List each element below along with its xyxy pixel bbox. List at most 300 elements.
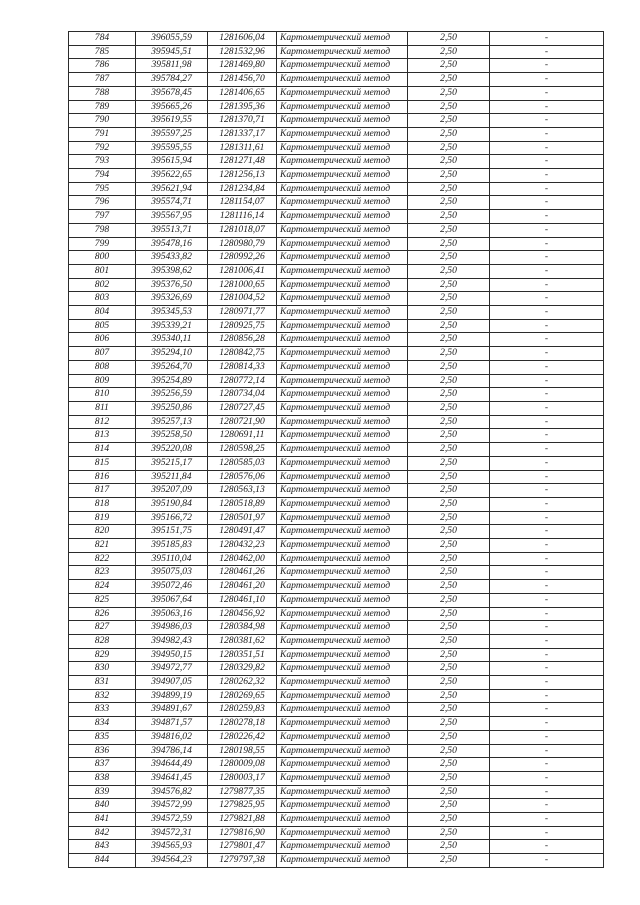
description-cell: - bbox=[490, 292, 604, 306]
table-row bbox=[69, 758, 604, 772]
accuracy-cell: 2,50 bbox=[408, 634, 490, 648]
description-cell: - bbox=[490, 306, 604, 320]
method-cell: Картометрический метод bbox=[277, 607, 408, 621]
y-coordinate-cell: 1280691,11 bbox=[208, 429, 277, 443]
description-cell: - bbox=[490, 689, 604, 703]
point-number-cell: 842 bbox=[69, 826, 136, 840]
description-cell: - bbox=[490, 319, 604, 333]
x-coordinate-cell: 395254,89 bbox=[136, 374, 208, 388]
description-cell: - bbox=[490, 771, 604, 785]
description-cell: - bbox=[490, 662, 604, 676]
y-coordinate-cell: 1281337,17 bbox=[208, 127, 277, 141]
table-row bbox=[69, 580, 604, 594]
accuracy-cell: 2,50 bbox=[408, 539, 490, 553]
x-coordinate-cell: 395166,72 bbox=[136, 511, 208, 525]
x-coordinate-cell: 396055,59 bbox=[136, 32, 208, 46]
method-cell: Картометрический метод bbox=[277, 689, 408, 703]
table-row bbox=[69, 127, 604, 141]
description-cell: - bbox=[490, 73, 604, 87]
y-coordinate-cell: 1280226,42 bbox=[208, 730, 277, 744]
table-row bbox=[69, 429, 604, 443]
accuracy-cell: 2,50 bbox=[408, 360, 490, 374]
method-cell: Картометрический метод bbox=[277, 347, 408, 361]
y-coordinate-cell: 1280971,77 bbox=[208, 306, 277, 320]
table-row bbox=[69, 593, 604, 607]
table-row bbox=[69, 401, 604, 415]
x-coordinate-cell: 394644,49 bbox=[136, 758, 208, 772]
y-coordinate-cell: 1280329,82 bbox=[208, 662, 277, 676]
description-cell: - bbox=[490, 388, 604, 402]
method-cell: Картометрический метод bbox=[277, 470, 408, 484]
method-cell: Картометрический метод bbox=[277, 744, 408, 758]
method-cell: Картометрический метод bbox=[277, 73, 408, 87]
method-cell: Картометрический метод bbox=[277, 634, 408, 648]
table-row bbox=[69, 45, 604, 59]
y-coordinate-cell: 1280576,06 bbox=[208, 470, 277, 484]
x-coordinate-cell: 394907,05 bbox=[136, 676, 208, 690]
table-row bbox=[69, 169, 604, 183]
description-cell: - bbox=[490, 854, 604, 868]
y-coordinate-cell: 1280563,13 bbox=[208, 484, 277, 498]
description-cell: - bbox=[490, 799, 604, 813]
x-coordinate-cell: 395110,04 bbox=[136, 552, 208, 566]
table-row bbox=[69, 114, 604, 128]
method-cell: Картометрический метод bbox=[277, 388, 408, 402]
point-number-cell: 837 bbox=[69, 758, 136, 772]
method-cell: Картометрический метод bbox=[277, 593, 408, 607]
accuracy-cell: 2,50 bbox=[408, 347, 490, 361]
table-row bbox=[69, 621, 604, 635]
accuracy-cell: 2,50 bbox=[408, 100, 490, 114]
table-row bbox=[69, 264, 604, 278]
point-number-cell: 838 bbox=[69, 771, 136, 785]
table-row bbox=[69, 634, 604, 648]
method-cell: Картометрический метод bbox=[277, 443, 408, 457]
method-cell: Картометрический метод bbox=[277, 511, 408, 525]
y-coordinate-cell: 1280461,26 bbox=[208, 566, 277, 580]
y-coordinate-cell: 1280462,00 bbox=[208, 552, 277, 566]
x-coordinate-cell: 394972,77 bbox=[136, 662, 208, 676]
table-row bbox=[69, 854, 604, 868]
y-coordinate-cell: 1279877,35 bbox=[208, 785, 277, 799]
accuracy-cell: 2,50 bbox=[408, 580, 490, 594]
table-row bbox=[69, 607, 604, 621]
y-coordinate-cell: 1280727,45 bbox=[208, 401, 277, 415]
method-cell: Картометрический метод bbox=[277, 100, 408, 114]
method-cell: Картометрический метод bbox=[277, 456, 408, 470]
point-number-cell: 792 bbox=[69, 141, 136, 155]
point-number-cell: 799 bbox=[69, 237, 136, 251]
x-coordinate-cell: 395075,03 bbox=[136, 566, 208, 580]
table-row bbox=[69, 388, 604, 402]
y-coordinate-cell: 1280721,90 bbox=[208, 415, 277, 429]
x-coordinate-cell: 395597,25 bbox=[136, 127, 208, 141]
accuracy-cell: 2,50 bbox=[408, 278, 490, 292]
method-cell: Картометрический метод bbox=[277, 251, 408, 265]
method-cell: Картометрический метод bbox=[277, 799, 408, 813]
description-cell: - bbox=[490, 744, 604, 758]
description-cell: - bbox=[490, 196, 604, 210]
x-coordinate-cell: 395615,94 bbox=[136, 155, 208, 169]
point-number-cell: 785 bbox=[69, 45, 136, 59]
description-cell: - bbox=[490, 580, 604, 594]
description-cell: - bbox=[490, 223, 604, 237]
method-cell: Картометрический метод bbox=[277, 169, 408, 183]
y-coordinate-cell: 1281370,71 bbox=[208, 114, 277, 128]
x-coordinate-cell: 394891,67 bbox=[136, 703, 208, 717]
accuracy-cell: 2,50 bbox=[408, 237, 490, 251]
y-coordinate-cell: 1279801,47 bbox=[208, 840, 277, 854]
x-coordinate-cell: 395619,55 bbox=[136, 114, 208, 128]
description-cell: - bbox=[490, 251, 604, 265]
x-coordinate-cell: 395207,09 bbox=[136, 484, 208, 498]
x-coordinate-cell: 395345,53 bbox=[136, 306, 208, 320]
accuracy-cell: 2,50 bbox=[408, 593, 490, 607]
description-cell: - bbox=[490, 141, 604, 155]
table-row bbox=[69, 676, 604, 690]
method-cell: Картометрический метод bbox=[277, 758, 408, 772]
accuracy-cell: 2,50 bbox=[408, 333, 490, 347]
accuracy-cell: 2,50 bbox=[408, 251, 490, 265]
y-coordinate-cell: 1280351,51 bbox=[208, 648, 277, 662]
accuracy-cell: 2,50 bbox=[408, 388, 490, 402]
y-coordinate-cell: 1281006,41 bbox=[208, 264, 277, 278]
table-row bbox=[69, 497, 604, 511]
y-coordinate-cell: 1280003,17 bbox=[208, 771, 277, 785]
x-coordinate-cell: 394564,23 bbox=[136, 854, 208, 868]
x-coordinate-cell: 395340,11 bbox=[136, 333, 208, 347]
description-cell: - bbox=[490, 333, 604, 347]
table-row bbox=[69, 511, 604, 525]
description-cell: - bbox=[490, 730, 604, 744]
method-cell: Картометрический метод bbox=[277, 278, 408, 292]
point-number-cell: 808 bbox=[69, 360, 136, 374]
y-coordinate-cell: 1280925,75 bbox=[208, 319, 277, 333]
y-coordinate-cell: 1281234,84 bbox=[208, 182, 277, 196]
table-row bbox=[69, 59, 604, 73]
x-coordinate-cell: 395067,64 bbox=[136, 593, 208, 607]
table-row bbox=[69, 360, 604, 374]
x-coordinate-cell: 395151,75 bbox=[136, 525, 208, 539]
y-coordinate-cell: 1280262,32 bbox=[208, 676, 277, 690]
description-cell: - bbox=[490, 127, 604, 141]
y-coordinate-cell: 1280772,14 bbox=[208, 374, 277, 388]
description-cell: - bbox=[490, 813, 604, 827]
point-number-cell: 789 bbox=[69, 100, 136, 114]
x-coordinate-cell: 395339,21 bbox=[136, 319, 208, 333]
accuracy-cell: 2,50 bbox=[408, 689, 490, 703]
point-number-cell: 822 bbox=[69, 552, 136, 566]
accuracy-cell: 2,50 bbox=[408, 429, 490, 443]
point-number-cell: 826 bbox=[69, 607, 136, 621]
method-cell: Картометрический метод bbox=[277, 662, 408, 676]
point-number-cell: 828 bbox=[69, 634, 136, 648]
y-coordinate-cell: 1281000,65 bbox=[208, 278, 277, 292]
x-coordinate-cell: 395250,86 bbox=[136, 401, 208, 415]
method-cell: Картометрический метод bbox=[277, 566, 408, 580]
description-cell: - bbox=[490, 648, 604, 662]
description-cell: - bbox=[490, 621, 604, 635]
description-cell: - bbox=[490, 456, 604, 470]
point-number-cell: 809 bbox=[69, 374, 136, 388]
accuracy-cell: 2,50 bbox=[408, 223, 490, 237]
point-number-cell: 814 bbox=[69, 443, 136, 457]
point-number-cell: 841 bbox=[69, 813, 136, 827]
description-cell: - bbox=[490, 415, 604, 429]
x-coordinate-cell: 394950,15 bbox=[136, 648, 208, 662]
x-coordinate-cell: 395376,50 bbox=[136, 278, 208, 292]
accuracy-cell: 2,50 bbox=[408, 401, 490, 415]
accuracy-cell: 2,50 bbox=[408, 813, 490, 827]
method-cell: Картометрический метод bbox=[277, 45, 408, 59]
x-coordinate-cell: 394899,19 bbox=[136, 689, 208, 703]
point-number-cell: 813 bbox=[69, 429, 136, 443]
accuracy-cell: 2,50 bbox=[408, 566, 490, 580]
x-coordinate-cell: 395398,62 bbox=[136, 264, 208, 278]
accuracy-cell: 2,50 bbox=[408, 607, 490, 621]
y-coordinate-cell: 1279797,38 bbox=[208, 854, 277, 868]
point-number-cell: 797 bbox=[69, 210, 136, 224]
y-coordinate-cell: 1280259,83 bbox=[208, 703, 277, 717]
y-coordinate-cell: 1281004,52 bbox=[208, 292, 277, 306]
description-cell: - bbox=[490, 484, 604, 498]
point-number-cell: 815 bbox=[69, 456, 136, 470]
x-coordinate-cell: 394641,45 bbox=[136, 771, 208, 785]
x-coordinate-cell: 394565,93 bbox=[136, 840, 208, 854]
x-coordinate-cell: 395264,70 bbox=[136, 360, 208, 374]
point-number-cell: 834 bbox=[69, 717, 136, 731]
method-cell: Картометрический метод bbox=[277, 141, 408, 155]
y-coordinate-cell: 1281406,65 bbox=[208, 86, 277, 100]
description-cell: - bbox=[490, 785, 604, 799]
description-cell: - bbox=[490, 155, 604, 169]
table-row bbox=[69, 662, 604, 676]
description-cell: - bbox=[490, 32, 604, 46]
x-coordinate-cell: 395072,46 bbox=[136, 580, 208, 594]
description-cell: - bbox=[490, 264, 604, 278]
method-cell: Картометрический метод bbox=[277, 86, 408, 100]
x-coordinate-cell: 395784,27 bbox=[136, 73, 208, 87]
x-coordinate-cell: 395478,16 bbox=[136, 237, 208, 251]
y-coordinate-cell: 1280598,25 bbox=[208, 443, 277, 457]
point-number-cell: 803 bbox=[69, 292, 136, 306]
point-number-cell: 806 bbox=[69, 333, 136, 347]
accuracy-cell: 2,50 bbox=[408, 511, 490, 525]
x-coordinate-cell: 395185,83 bbox=[136, 539, 208, 553]
table-row bbox=[69, 182, 604, 196]
x-coordinate-cell: 395215,17 bbox=[136, 456, 208, 470]
x-coordinate-cell: 395574,71 bbox=[136, 196, 208, 210]
table-row bbox=[69, 237, 604, 251]
y-coordinate-cell: 1281271,48 bbox=[208, 155, 277, 169]
point-number-cell: 786 bbox=[69, 59, 136, 73]
table-row bbox=[69, 374, 604, 388]
y-coordinate-cell: 1280432,23 bbox=[208, 539, 277, 553]
method-cell: Картометрический метод bbox=[277, 223, 408, 237]
description-cell: - bbox=[490, 429, 604, 443]
accuracy-cell: 2,50 bbox=[408, 264, 490, 278]
table-row bbox=[69, 32, 604, 46]
method-cell: Картометрический метод bbox=[277, 497, 408, 511]
accuracy-cell: 2,50 bbox=[408, 758, 490, 772]
method-cell: Картометрический метод bbox=[277, 429, 408, 443]
description-cell: - bbox=[490, 401, 604, 415]
y-coordinate-cell: 1281116,14 bbox=[208, 210, 277, 224]
point-number-cell: 827 bbox=[69, 621, 136, 635]
document-page bbox=[68, 31, 603, 868]
method-cell: Картометрический метод bbox=[277, 621, 408, 635]
table-row bbox=[69, 648, 604, 662]
accuracy-cell: 2,50 bbox=[408, 292, 490, 306]
x-coordinate-cell: 395513,71 bbox=[136, 223, 208, 237]
accuracy-cell: 2,50 bbox=[408, 456, 490, 470]
description-cell: - bbox=[490, 607, 604, 621]
y-coordinate-cell: 1280461,10 bbox=[208, 593, 277, 607]
x-coordinate-cell: 395621,94 bbox=[136, 182, 208, 196]
method-cell: Картометрический метод bbox=[277, 813, 408, 827]
point-number-cell: 791 bbox=[69, 127, 136, 141]
point-number-cell: 784 bbox=[69, 32, 136, 46]
description-cell: - bbox=[490, 703, 604, 717]
y-coordinate-cell: 1281469,80 bbox=[208, 59, 277, 73]
y-coordinate-cell: 1280518,89 bbox=[208, 497, 277, 511]
method-cell: Картометрический метод bbox=[277, 127, 408, 141]
description-cell: - bbox=[490, 443, 604, 457]
x-coordinate-cell: 395294,10 bbox=[136, 347, 208, 361]
y-coordinate-cell: 1280461,20 bbox=[208, 580, 277, 594]
accuracy-cell: 2,50 bbox=[408, 621, 490, 635]
y-coordinate-cell: 1281395,36 bbox=[208, 100, 277, 114]
x-coordinate-cell: 395622,65 bbox=[136, 169, 208, 183]
x-coordinate-cell: 395567,95 bbox=[136, 210, 208, 224]
x-coordinate-cell: 395220,08 bbox=[136, 443, 208, 457]
method-cell: Картометрический метод bbox=[277, 182, 408, 196]
point-number-cell: 811 bbox=[69, 401, 136, 415]
accuracy-cell: 2,50 bbox=[408, 196, 490, 210]
table-row bbox=[69, 525, 604, 539]
point-number-cell: 805 bbox=[69, 319, 136, 333]
y-coordinate-cell: 1281456,70 bbox=[208, 73, 277, 87]
table-row bbox=[69, 552, 604, 566]
point-number-cell: 798 bbox=[69, 223, 136, 237]
table-row bbox=[69, 223, 604, 237]
table-row bbox=[69, 347, 604, 361]
method-cell: Картометрический метод bbox=[277, 539, 408, 553]
x-coordinate-cell: 394871,57 bbox=[136, 717, 208, 731]
point-number-cell: 844 bbox=[69, 854, 136, 868]
point-number-cell: 804 bbox=[69, 306, 136, 320]
point-number-cell: 787 bbox=[69, 73, 136, 87]
description-cell: - bbox=[490, 59, 604, 73]
method-cell: Картометрический метод bbox=[277, 59, 408, 73]
table-row bbox=[69, 251, 604, 265]
accuracy-cell: 2,50 bbox=[408, 826, 490, 840]
y-coordinate-cell: 1280980,79 bbox=[208, 237, 277, 251]
point-number-cell: 812 bbox=[69, 415, 136, 429]
accuracy-cell: 2,50 bbox=[408, 676, 490, 690]
description-cell: - bbox=[490, 169, 604, 183]
y-coordinate-cell: 1281532,96 bbox=[208, 45, 277, 59]
table-row bbox=[69, 484, 604, 498]
y-coordinate-cell: 1281018,07 bbox=[208, 223, 277, 237]
table-row bbox=[69, 785, 604, 799]
point-number-cell: 801 bbox=[69, 264, 136, 278]
description-cell: - bbox=[490, 840, 604, 854]
description-cell: - bbox=[490, 278, 604, 292]
method-cell: Картометрический метод bbox=[277, 580, 408, 594]
method-cell: Картометрический метод bbox=[277, 676, 408, 690]
description-cell: - bbox=[490, 237, 604, 251]
description-cell: - bbox=[490, 566, 604, 580]
table-row bbox=[69, 292, 604, 306]
accuracy-cell: 2,50 bbox=[408, 730, 490, 744]
y-coordinate-cell: 1280491,47 bbox=[208, 525, 277, 539]
accuracy-cell: 2,50 bbox=[408, 552, 490, 566]
point-number-cell: 802 bbox=[69, 278, 136, 292]
point-number-cell: 824 bbox=[69, 580, 136, 594]
point-number-cell: 829 bbox=[69, 648, 136, 662]
table-row bbox=[69, 196, 604, 210]
y-coordinate-cell: 1281256,13 bbox=[208, 169, 277, 183]
y-coordinate-cell: 1280734,04 bbox=[208, 388, 277, 402]
accuracy-cell: 2,50 bbox=[408, 182, 490, 196]
table-row bbox=[69, 566, 604, 580]
table-row bbox=[69, 333, 604, 347]
y-coordinate-cell: 1280198,55 bbox=[208, 744, 277, 758]
x-coordinate-cell: 395258,50 bbox=[136, 429, 208, 443]
point-number-cell: 835 bbox=[69, 730, 136, 744]
accuracy-cell: 2,50 bbox=[408, 86, 490, 100]
x-coordinate-cell: 394572,59 bbox=[136, 813, 208, 827]
accuracy-cell: 2,50 bbox=[408, 840, 490, 854]
table-row bbox=[69, 703, 604, 717]
accuracy-cell: 2,50 bbox=[408, 470, 490, 484]
x-coordinate-cell: 395256,59 bbox=[136, 388, 208, 402]
accuracy-cell: 2,50 bbox=[408, 744, 490, 758]
accuracy-cell: 2,50 bbox=[408, 319, 490, 333]
method-cell: Картометрический метод bbox=[277, 210, 408, 224]
y-coordinate-cell: 1280009,08 bbox=[208, 758, 277, 772]
accuracy-cell: 2,50 bbox=[408, 525, 490, 539]
table-row bbox=[69, 73, 604, 87]
accuracy-cell: 2,50 bbox=[408, 717, 490, 731]
table-row bbox=[69, 826, 604, 840]
y-coordinate-cell: 1279821,88 bbox=[208, 813, 277, 827]
description-cell: - bbox=[490, 497, 604, 511]
method-cell: Картометрический метод bbox=[277, 292, 408, 306]
accuracy-cell: 2,50 bbox=[408, 799, 490, 813]
method-cell: Картометрический метод bbox=[277, 264, 408, 278]
table-row bbox=[69, 278, 604, 292]
description-cell: - bbox=[490, 86, 604, 100]
point-number-cell: 807 bbox=[69, 347, 136, 361]
table-row bbox=[69, 799, 604, 813]
method-cell: Картометрический метод bbox=[277, 306, 408, 320]
accuracy-cell: 2,50 bbox=[408, 114, 490, 128]
y-coordinate-cell: 1280856,28 bbox=[208, 333, 277, 347]
accuracy-cell: 2,50 bbox=[408, 155, 490, 169]
accuracy-cell: 2,50 bbox=[408, 854, 490, 868]
y-coordinate-cell: 1280501,97 bbox=[208, 511, 277, 525]
accuracy-cell: 2,50 bbox=[408, 771, 490, 785]
method-cell: Картометрический метод bbox=[277, 552, 408, 566]
method-cell: Картометрический метод bbox=[277, 840, 408, 854]
x-coordinate-cell: 395190,84 bbox=[136, 497, 208, 511]
point-number-cell: 796 bbox=[69, 196, 136, 210]
y-coordinate-cell: 1280269,65 bbox=[208, 689, 277, 703]
accuracy-cell: 2,50 bbox=[408, 374, 490, 388]
table-row bbox=[69, 210, 604, 224]
